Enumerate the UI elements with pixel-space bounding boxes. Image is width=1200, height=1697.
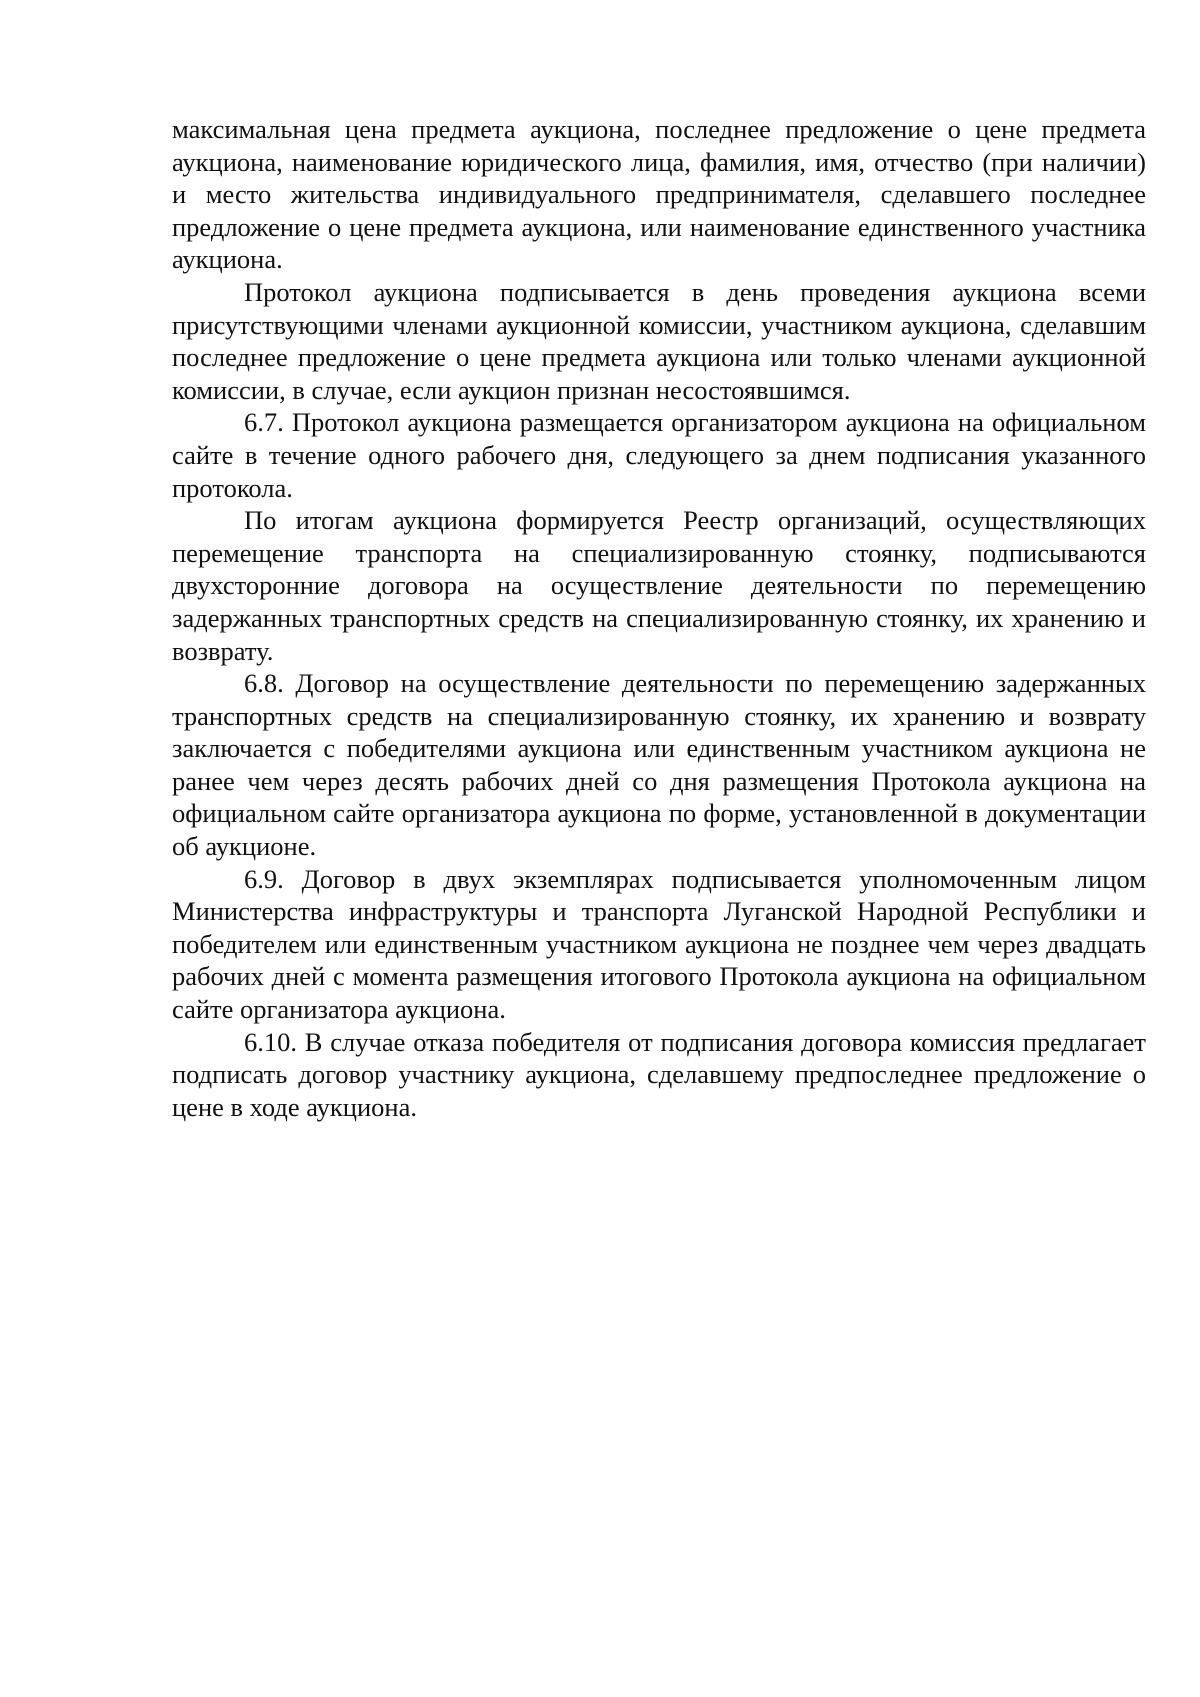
paragraph-continuation: максимальная цена предмета аукциона, последнее предложение о цене предмета аукциона, наименование юридического лица, фамилия, имя, отчество (при наличии) и место жительства индивидуального предпринимателя, сделавшего последнее предложение о цене предмета аукциона, или наименование единственного участника аукциона. xyxy=(172,114,1146,275)
paragraph-6-7: 6.7. Протокол аукциона размещается организатором аукциона на официальном сайте в течение одного рабочего дня, следующего за днем подписания указанного протокола. xyxy=(172,407,1146,503)
paragraph-6-10: 6.10. В случае отказа победителя от подписания договора комиссия предлагает подписать договор участнику аукциона, сделавшему предпоследнее предложение о цене в ходе аукциона. xyxy=(172,1026,1146,1122)
paragraph-protocol-signing: Протокол аукциона подписывается в день проведения аукциона всеми присутствующими членами аукционной комиссии, участником аукциона, сделавшим последнее предложение о цене предмета аукциона или только членами аукционной комиссии, в случае, если аукцион признан несостоявшимся. xyxy=(172,276,1146,405)
paragraph-6-9: 6.9. Договор в двух экземплярах подписывается уполномоченным лицом Министерства инфраструктуры и транспорта Луганской Народной Республики и победителем или единственным участником аукциона не позднее чем через двадцать рабочих дней с момента размещения итогового Протокола аукциона на официальном сайте организатора аукциона. xyxy=(172,863,1146,1025)
paragraph-6-8: 6.8. Договор на осуществление деятельности по перемещению задержанных транспортных средств на специализированную стоянку, их хранению и возврату заключается с победителями аукциона или единственным участником аукциона не ранее чем через десять рабочих дней со дня размещения Протокола аукциона на официальном сайте организатора аукциона по форме, установленной в документации об аукционе. xyxy=(172,668,1146,862)
paragraph-registry: По итогам аукциона формируется Реестр организаций, осуществляющих перемещение транспорта на специализированную стоянку, подписываются двухсторонние договора на осуществление деятельности по перемещению задержанных транспортных средств на специализированную стоянку, их хранению и возврату. xyxy=(172,505,1146,666)
document-body xyxy=(172,113,1146,1123)
